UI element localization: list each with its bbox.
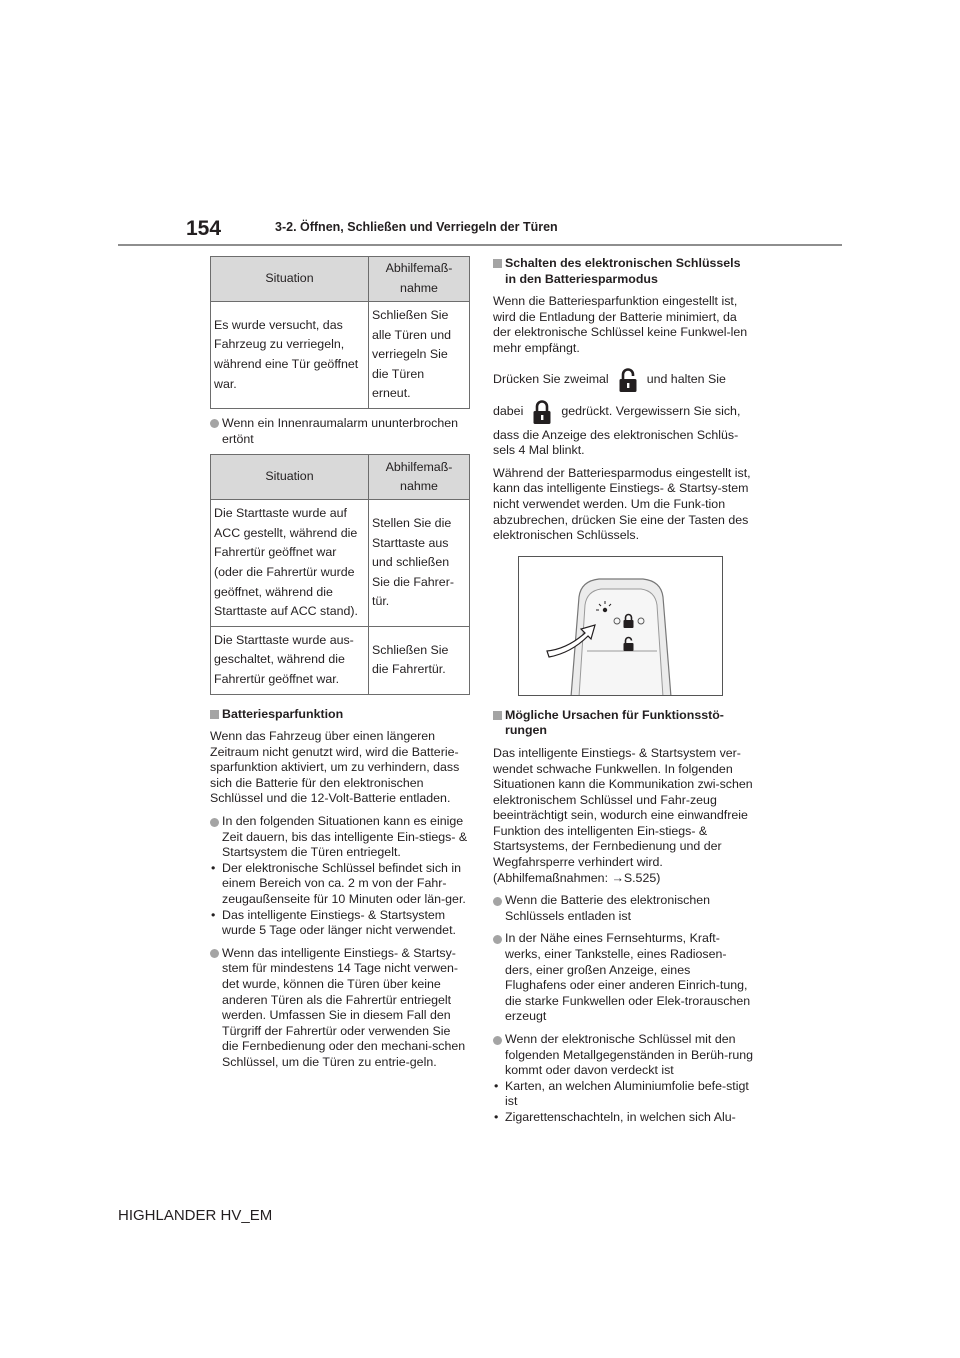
malfunction-bullet-1: Wenn die Batterie des elektronischen Schlüssels entladen ist — [493, 893, 753, 924]
hold-before-text: dabei — [493, 403, 524, 418]
battery-saving-bullet-1: In den folgenden Situationen kann es einige Zeit dauern, bis das intelligente Ein-stiegs- & Startsystem die Türen entriegelt. — [210, 814, 470, 861]
hold-after-text: gedrückt. Vergewissern Sie sich, — [561, 403, 741, 418]
key-illustration — [518, 556, 723, 696]
table1-row1-situation: Es wurde versucht, das Fahrzeug zu verriegeln, während eine Tür geöffnet war. — [211, 302, 369, 409]
right-column — [493, 256, 753, 1126]
malfunction-heading: Mögliche Ursachen für Funktionsstö-rungen — [493, 708, 753, 739]
table-row — [211, 500, 470, 627]
table2-row1-remedy: Stellen Sie die Starttaste aus und schließen Sie die Fahrer-tür. — [369, 500, 470, 627]
electronic-key-figure — [519, 557, 722, 695]
malfunction-para: Das intelligente Einstiegs- & Startsystem ver-wendet schwache Funkwellen. In folgenden Situationen kann die Kommunikation zwi-schen elektronischem Schlüssel und Fahr-zeug beeinträchtigt sein, wodurch eine einwandfreie Funktion des intelligenten Ein-stiegs- & Startsystems, der Fernbedienung und der Wegfahrsperre verhindert wird. (Abhilfemaßnahmen: →S.525) — [493, 745, 753, 885]
table2-header-situation: Situation — [211, 455, 369, 500]
footer-model: HIGHLANDER HV_EM — [118, 1207, 273, 1224]
table1-header-situation: Situation — [211, 257, 369, 302]
bullet-interior-alarm: Wenn ein Innenraumalarm ununterbrochen ertönt — [210, 416, 470, 447]
table-row — [211, 302, 470, 409]
battery-mode-para-1: Wenn die Batteriesparfunktion eingestellt ist, wird die Entladung der Batterie minimiert, da der elektronische Schlüssel keine Funkwel-len mehr empfängt. — [493, 294, 748, 355]
situation-table-2 — [210, 454, 470, 694]
battery-saving-sub-1: • Der elektronische Schlüssel befindet sich in einem Bereich von ca. 2 m von der Fahr-zeugaußenseite für 10 Minuten oder län-ger. — [210, 861, 470, 908]
malfunction-bullet-3: Wenn der elektronische Schlüssel mit den folgenden Metallgegenständen in Berüh-rung kommt oder davon verdeckt ist — [493, 1032, 753, 1079]
battery-saving-bullet-2: Wenn das intelligente Einstiegs- & Startsy-stem für mindestens 14 Tage nicht verwen-det wurde, können die Türen über keine anderen Türen als die Fahrertür entriegelt werden. Umfassen Sie in diesem Fall den Türgriff der Fahrertür oder verwenden Sie die Fernbedienung oder den mechani-schen Schlüssel, um die Türen zu entrie-geln. — [210, 946, 470, 1071]
battery-saving-intro: Wenn das Fahrzeug über einen längeren Zeitraum nicht genutzt wird, wird die Batterie-sparfunktion aktiviert, um zu verhindern, dass sich die Batterie für den elektronischen Schlüssel und die 12-Volt-Batterie entladen. — [210, 729, 460, 806]
battery-mode-para-2: dass die Anzeige des elektronischen Schlüs-sels 4 Mal blinkt. — [493, 427, 739, 458]
malfunction-sub-2: • Zigarettenschachteln, in welchen sich Alu- — [493, 1110, 753, 1126]
battery-mode-para-3: Während der Batteriesparmodus eingestellt ist, kann das intelligente Einstiegs- & Startsy-stem nicht verwendet werden. Um die Funk-tion abzubrechen, drücken Sie eine der Tasten des elektronischen Schlüssels. — [493, 465, 751, 543]
left-column — [210, 256, 470, 1071]
table2-row2-remedy: Schließen Sie die Fahrertür. — [369, 626, 470, 694]
header-rule — [118, 244, 842, 246]
table2-row1-situation: Die Starttaste wurde auf ACC gestellt, während die Fahrertür geöffnet war (oder die Fahrertür wurde geöffnet, während die Starttaste auf ACC stand). — [211, 500, 369, 627]
press-before-text: Drücken Sie zweimal — [493, 371, 609, 386]
table-row — [211, 626, 470, 694]
battery-saving-sub-2: • Das intelligente Einstiegs- & Startsystem wurde 5 Tage oder länger nicht verwendet. — [210, 908, 470, 939]
battery-mode-heading: Schalten des elektronischen Schlüssels in den Batteriesparmodus — [493, 256, 753, 287]
press-twice-line — [493, 364, 753, 396]
situation-table-1 — [210, 256, 470, 409]
lock-icon — [616, 367, 640, 393]
malfunction-bullet-2: In der Nähe eines Fernsehturms, Kraft-werks, einer Tankstelle, eines Radiosen-ders, einer großen Anzeige, eines Flughafens oder einer anderen Einrich-tung, die starke Funkwellen oder Elek-trorauschen erzeugt — [493, 931, 753, 1025]
press-after-text: und halten Sie — [646, 371, 726, 386]
malfunction-sub-1: • Karten, an welchen Aluminiumfolie befe-stigt ist — [493, 1079, 753, 1110]
battery-saving-heading: Batteriesparfunktion — [210, 707, 470, 723]
table2-row2-situation: Die Starttaste wurde aus-geschaltet, während die Fahrertür geöffnet war. — [211, 626, 369, 694]
section-title: 3-2. Öffnen, Schließen und Verriegeln der Türen — [275, 220, 558, 234]
page-number: 154 — [186, 217, 222, 240]
table2-header-remedy: Abhilfemaß- nahme — [369, 455, 470, 500]
table1-row1-remedy: Schließen Sie alle Türen und verriegeln Sie die Türen erneut. — [369, 302, 470, 409]
hold-line — [493, 396, 753, 428]
table1-header-remedy: Abhilfemaß- nahme — [369, 257, 470, 302]
lock-icon — [530, 399, 554, 425]
